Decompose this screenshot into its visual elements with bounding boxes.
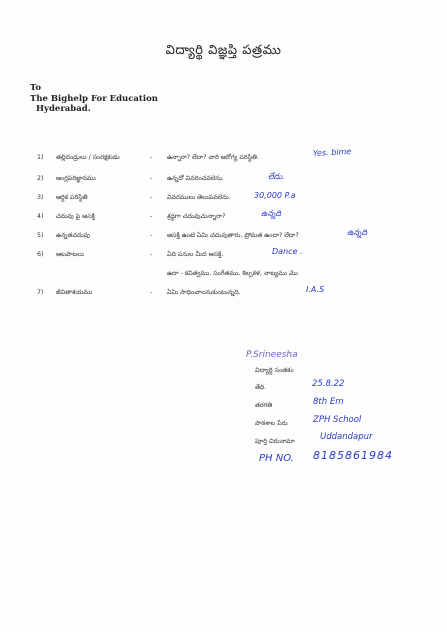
class-value: 8th Em [313,397,344,407]
row-question: ఉదా - కవిత్వము, సంగీతము, శిల్పకళ, నాట్యము మొ [167,270,298,277]
row-label: ఉన్నతచదువు [56,232,90,239]
address-value: Uddandapur [320,432,373,442]
row-dash: - [150,213,153,220]
recipient-address [30,83,158,115]
phone-label: PH NO. [259,453,294,464]
row-dash: - [150,289,153,296]
row-label: చదువు పై ఆసక్తి [56,213,95,220]
form-row [0,172,447,187]
school-label: పాఠశాల పేరు [255,420,288,427]
row-number: 7) [37,289,44,296]
date-value: 25.8.22 [312,379,345,389]
form-row-example [0,270,447,282]
row-answer: ఉన్నది [347,228,368,237]
phone-value: 8185861984 [313,449,393,462]
row-label: జీవితాశయము [56,289,93,296]
row-answer: లేదు. [268,172,285,181]
row-question: ఆసక్తి ఉంటె ఏమి చదువుతారు, ప్రోమత ఉందా? లేదా? [167,232,299,239]
address-label: పూర్తి చిరునామా [255,438,295,445]
row-number: 4) [37,213,44,220]
row-answer: Dance . [272,247,303,256]
row-answer: Yes. bime [312,147,352,158]
row-dash: - [150,154,153,161]
student-signature: P.Srineesha [246,350,298,360]
class-label: తరగతి [255,402,273,409]
recipient-org: The Bighelp For Education [30,93,158,104]
date-label: తేది. [255,384,267,391]
form-row [0,209,447,225]
row-question: శ్రద్ధగా చదువుచున్నారా? [167,213,226,220]
recipient-city: Hyderabad. [36,104,91,114]
row-question: ఏమి సాధించాలనుకుంటున్నది. [167,289,241,296]
row-dash: - [150,194,153,201]
row-label: ఆర్థిక పరిస్థితి [56,194,88,201]
row-number: 6) [37,251,44,258]
row-number: 1) [37,154,44,161]
row-question: ఉన్నారా? లేదా? వారి ఆరోగ్య పరిస్థితి. [167,154,259,161]
form-row [0,191,447,206]
row-dash: - [150,232,153,239]
form-row [0,228,447,244]
form-row [0,285,447,301]
row-label: ఆటపాటలు [56,251,84,258]
signature-caption: విద్యార్థి సంతకం [255,367,294,374]
row-dash: - [150,251,153,258]
form-row [0,147,447,166]
row-question: ఏది పనుల మీద ఆసక్తి. [167,251,224,258]
row-question: వివరములు తెలుపవలెను. [167,194,231,201]
recipient-to: To [30,83,42,93]
row-answer: I.A.S [306,285,325,294]
row-answer: ఉన్నది [261,209,282,218]
form-row [0,247,447,263]
row-dash: - [150,175,153,182]
row-number: 3) [37,194,44,201]
row-number: 2) [37,175,44,182]
row-answer: 30,000 P.a [254,191,296,200]
row-label: తల్లిదండ్రులు / సంరక్షకుడు [56,154,120,161]
row-question: ఉన్నదో వివరించవలెను. [167,175,225,182]
school-value: ZPH School [313,415,362,425]
form-title: విద్యార్థి విజ్ఞప్తి పత్రము [165,43,282,58]
row-number: 5) [37,232,44,239]
row-label: ఆంగ్లపరిజ్ఞానము [56,175,96,182]
